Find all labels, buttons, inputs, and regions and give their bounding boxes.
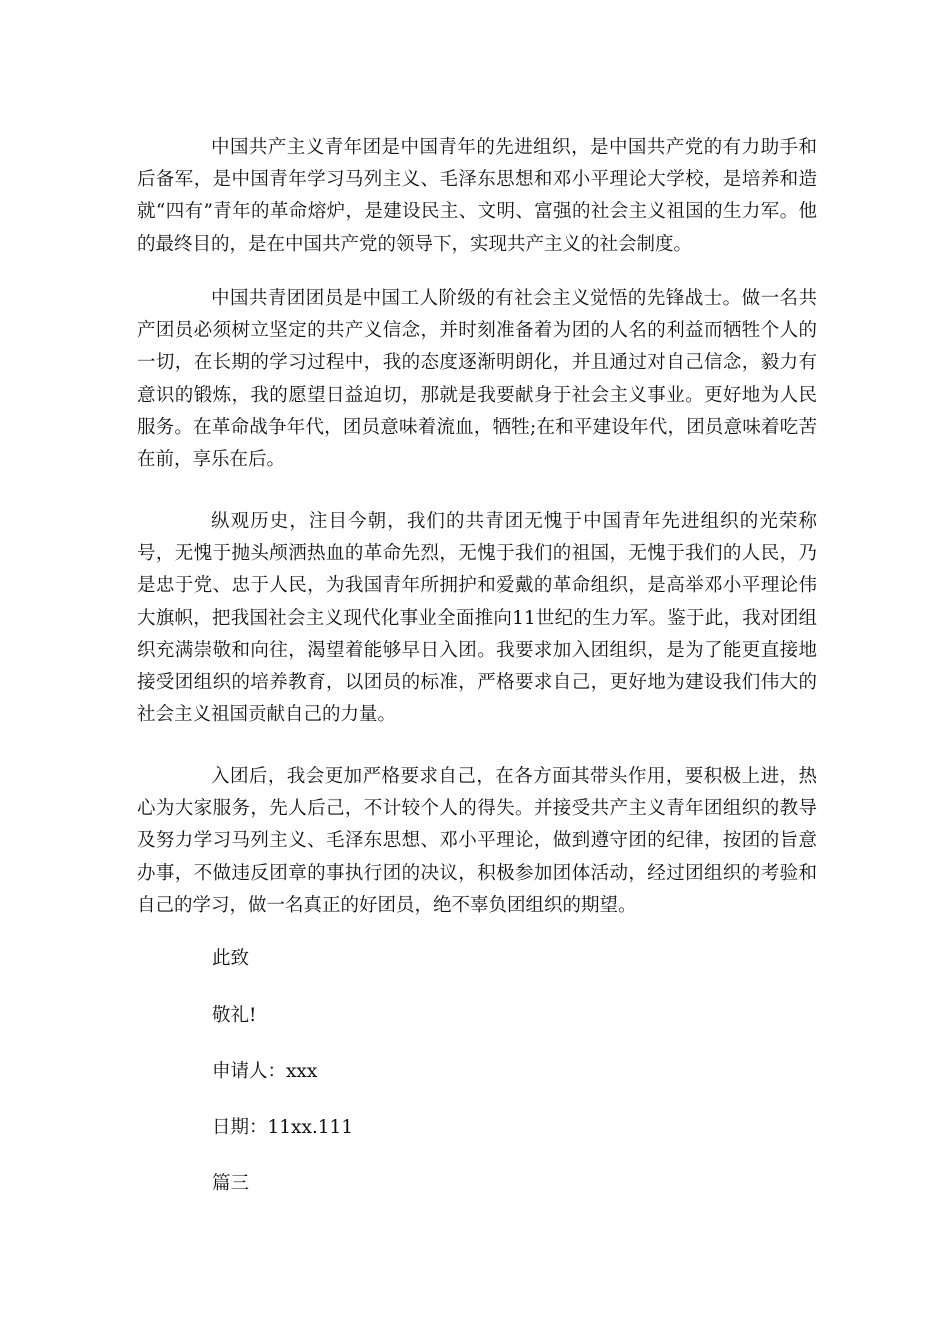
- paragraph-2: 中国共青团团员是中国工人阶级的有社会主义觉悟的先锋战士。做一名共产团员必须树立坚定的共产义信念，并时刻准备着为团的人名的利益而牺牲个人的一切，在长期的学习过程中，我的态度逐渐明朗化，并且通过对自己信念，毅力有意识的锻炼，我的愿望日益迫切，那就是我要献身于社会主义事业。更好地为人民服务。在革命战争年代，团员意味着流血，牺牲;在和平建设年代，团员意味着吃苦在前，享乐在后。: [137, 288, 817, 471]
- date-line: 日期：11xx.111: [212, 1117, 354, 1138]
- paragraph-4: 入团后，我会更加严格要求自己，在各方面其带头作用，要积极上进，热心为大家服务，先人后己，不计较个人的得失。并接受共产主义青年团组织的教导及努力学习马列主义、毛泽东思想、邓小平理论，做到遵守团的纪律，按团的旨意办事，不做违反团章的事执行团的决议，积极参加团体活动，经过团组织的考验和自己的学习，做一名真正的好团员，绝不辜负团组织的期望。: [137, 766, 817, 916]
- section-heading: 篇三: [212, 1173, 250, 1194]
- paragraph-1: 中国共产主义青年团是中国青年的先进组织，是中国共产党的有力助手和后备军，是中国青年学习马列主义、毛泽东思想和邓小平理论大学校，是培养和造就“四有”青年的革命熔炉，是建设民主、文明、富强的社会主义祖国的生力军。他的最终目的，是在中国共产党的领导下，实现共产主义的社会制度。: [137, 137, 817, 255]
- salutation: 此致: [212, 948, 250, 969]
- applicant-line: 申请人：xxx: [212, 1061, 318, 1082]
- respect-line: 敬礼!: [212, 1005, 257, 1026]
- paragraph-3: 纵观历史，注目今朝，我们的共青团无愧于中国青年先进组织的光荣称号，无愧于抛头颅洒热血的革命先烈，无愧于我们的祖国，无愧于我们的人民，乃是忠于党、忠于人民，为我国青年所拥护和爱戴的革命组织，是高举邓小平理论伟大旗帜，把我国社会主义现代化事业全面推向11世纪的生力军。鉴于此，我对团组织充满崇敬和向往，渴望着能够早日入团。我要求加入团组织，是为了能更直接地接受团组织的培养教育，以团员的标准，严格要求自己，更好地为建设我们伟大的社会主义祖国贡献自己的力量。: [137, 511, 817, 726]
